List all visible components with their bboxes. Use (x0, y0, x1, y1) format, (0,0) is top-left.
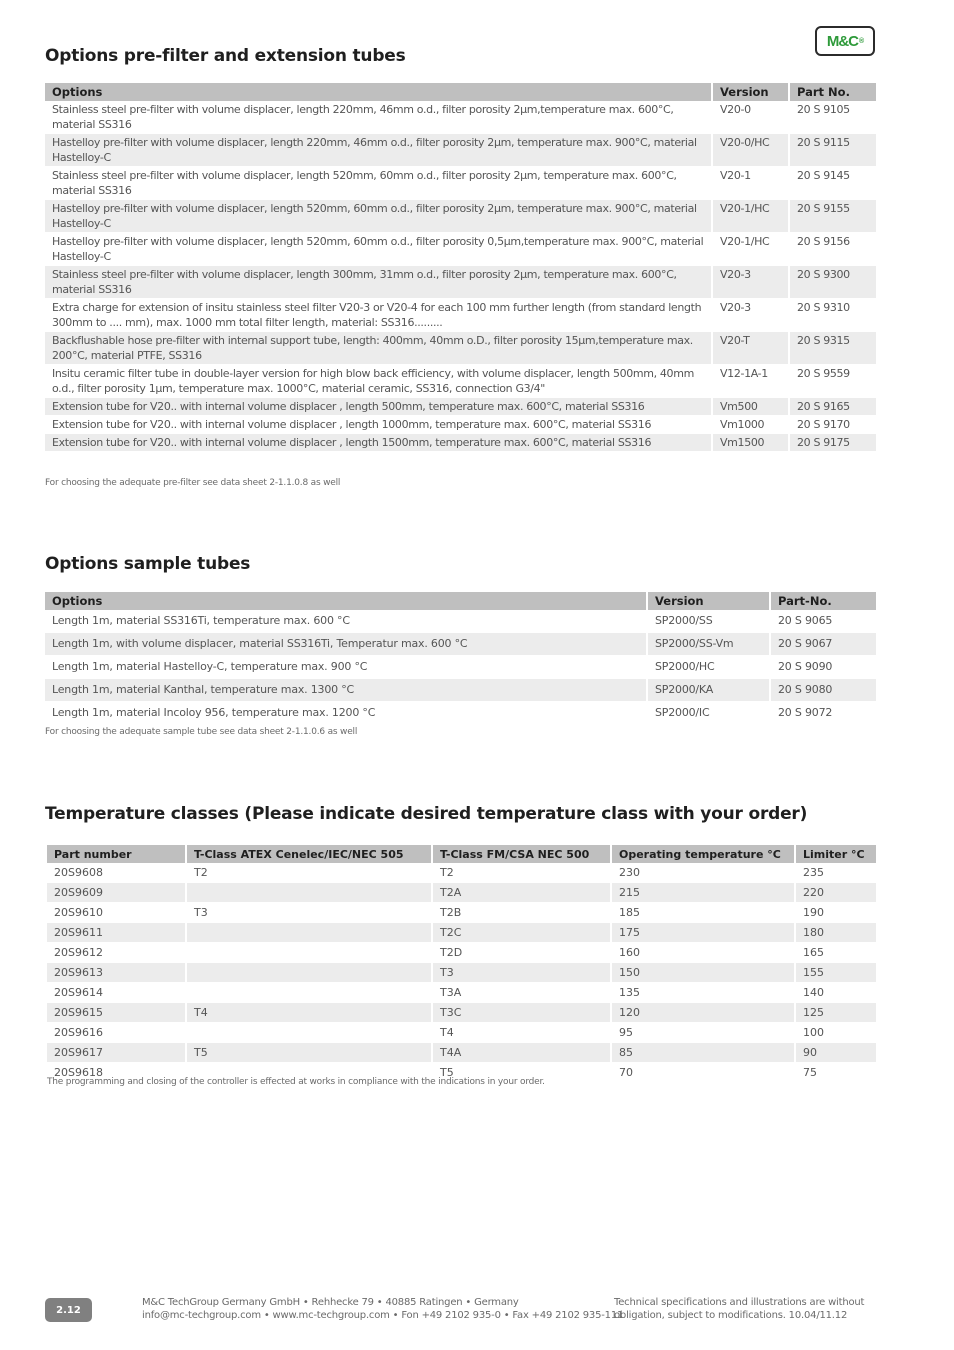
table-cell: 20S9615 (47, 1003, 186, 1023)
column-header: T-Class FM/CSA NEC 500 (432, 845, 611, 863)
table-cell: 20 S 9156 (789, 233, 876, 266)
table-cell: 220 (795, 883, 876, 903)
table-cell: 20 S 9065 (770, 610, 876, 633)
table-row (45, 101, 876, 134)
table-cell: T5 (432, 1063, 611, 1083)
table-cell: 180 (795, 923, 876, 943)
table-cell: 185 (611, 903, 795, 923)
table-cell: 70 (611, 1063, 795, 1083)
table-cell: T3 (186, 903, 432, 923)
column-header: Options (45, 83, 712, 101)
table-cell: T2C (432, 923, 611, 943)
table-cell: 90 (795, 1043, 876, 1063)
table-row (45, 365, 876, 398)
table-row (45, 266, 876, 299)
table-cell: 150 (611, 963, 795, 983)
table-cell: T4A (432, 1043, 611, 1063)
section-title-prefilter: Options pre-filter and extension tubes (45, 46, 406, 66)
table-cell: 20 S 9067 (770, 633, 876, 656)
column-header: Version (647, 592, 770, 610)
table-header-row (45, 83, 876, 101)
table-cell: 20S9609 (47, 883, 186, 903)
table-cell: 230 (611, 863, 795, 883)
table-cell: T2B (432, 903, 611, 923)
column-header: Operating temperature °C (611, 845, 795, 863)
table-cell: 100 (795, 1023, 876, 1043)
table-row (47, 1003, 876, 1023)
table-cell: 85 (611, 1043, 795, 1063)
table-cell: V20-0 (712, 101, 789, 134)
table-cell: 20 S 9170 (789, 416, 876, 434)
table-row (45, 656, 876, 679)
table-row (45, 416, 876, 434)
mc-logo (815, 26, 875, 56)
table-cell: T2A (432, 883, 611, 903)
table-header-row (47, 845, 876, 863)
table-cell (186, 1023, 432, 1043)
temperature-classes-note: The programming and closing of the controller is effected at works in compliance with the indications in your order. (47, 1077, 545, 1087)
table-row (47, 1023, 876, 1043)
table-cell: 20 S 9115 (789, 134, 876, 167)
temperature-classes-table (47, 845, 876, 1083)
table-row (45, 299, 876, 332)
table-row (47, 903, 876, 923)
table-row (47, 963, 876, 983)
footer-company-info (142, 1296, 623, 1322)
table-cell: 140 (795, 983, 876, 1003)
table-cell: V12-1A-1 (712, 365, 789, 398)
table-cell: T5 (186, 1043, 432, 1063)
table-cell: T2 (186, 863, 432, 883)
table-cell: SP2000/SS-Vm (647, 633, 770, 656)
table-cell: 20 S 9090 (770, 656, 876, 679)
table-row (47, 1043, 876, 1063)
table-cell: 165 (795, 943, 876, 963)
table-cell: 95 (611, 1023, 795, 1043)
table-cell: 20 S 9155 (789, 200, 876, 233)
table-row (45, 332, 876, 365)
column-header: Part-No. (770, 592, 876, 610)
table-row (47, 883, 876, 903)
table-cell: V20-3 (712, 299, 789, 332)
table-cell: 20 S 9315 (789, 332, 876, 365)
table-cell: 20 S 9105 (789, 101, 876, 134)
footer-disclaimer (614, 1296, 864, 1322)
table-cell: T3 (432, 963, 611, 983)
table-cell (186, 923, 432, 943)
table-cell: 20S9613 (47, 963, 186, 983)
table-cell: 175 (611, 923, 795, 943)
table-cell: 20S9608 (47, 863, 186, 883)
table-cell: T3A (432, 983, 611, 1003)
column-header: Part No. (789, 83, 876, 101)
table-cell: 160 (611, 943, 795, 963)
table-cell: 20S9618 (47, 1063, 186, 1083)
sample-tubes-table (45, 592, 876, 725)
table-cell: 20 S 9559 (789, 365, 876, 398)
table-cell: 75 (795, 1063, 876, 1083)
table-cell: 20S9612 (47, 943, 186, 963)
table-cell: 20 S 9300 (789, 266, 876, 299)
table-row (45, 679, 876, 702)
table-cell: 20S9616 (47, 1023, 186, 1043)
footer-contact: info@mc-techgroup.com • www.mc-techgroup.com • Fon +49 2102 935-0 • Fax +49 2102 935-111 (142, 1310, 624, 1321)
footer-address: M&C TechGroup Germany GmbH • Rehhecke 79 • 40885 Ratingen • Germany (142, 1297, 519, 1308)
table-cell: 155 (795, 963, 876, 983)
column-header: Part number (47, 845, 186, 863)
table-cell: Stainless steel pre-filter with volume displacer, length 520mm, 60mm o.d., filter porosity 2µm, temperature max. 600°C, material SS316 (45, 167, 712, 200)
page-number-badge: 2.12 (45, 1298, 92, 1322)
table-cell: V20-1/HC (712, 200, 789, 233)
table-cell: 20 S 9080 (770, 679, 876, 702)
table-cell: Vm1500 (712, 434, 789, 452)
table-cell: Extension tube for V20.. with internal volume displacer , length 500mm, temperature max. 600°C, material SS316 (45, 398, 712, 416)
section-title-temperature-classes: Temperature classes (Please indicate desired temperature class with your order) (45, 804, 808, 824)
logo-registered-mark: ® (859, 37, 864, 45)
table-cell: Extension tube for V20.. with internal volume displacer , length 1500mm, temperature max. 600°C, material SS316 (45, 434, 712, 452)
table-cell: 125 (795, 1003, 876, 1023)
table-cell (186, 983, 432, 1003)
table-row (45, 167, 876, 200)
table-cell: Length 1m, material SS316Ti, temperature max. 600 °C (45, 610, 647, 633)
table-cell: Extra charge for extension of insitu stainless steel filter V20-3 or V20-4 for each 100 mm further length (from standard length 300mm to .... mm), max. 1000 mm total filter length, material: SS316......... (45, 299, 712, 332)
table-cell (186, 943, 432, 963)
table-cell: V20-0/HC (712, 134, 789, 167)
table-cell: SP2000/SS (647, 610, 770, 633)
table-cell: Extension tube for V20.. with internal volume displacer , length 1000mm, temperature max. 600°C, material SS316 (45, 416, 712, 434)
table-row (45, 610, 876, 633)
table-cell: T2D (432, 943, 611, 963)
table-cell: 20 S 9165 (789, 398, 876, 416)
table-cell: Hastelloy pre-filter with volume displacer, length 220mm, 46mm o.d., filter porosity 2µm, temperature max. 900°C, material Hastelloy-C (45, 134, 712, 167)
table-cell: Backflushable hose pre-filter with internal support tube, length: 400mm, 40mm o.D., filter porosity 15µm,temperature max. 200°C, material PTFE, SS316 (45, 332, 712, 365)
table-cell: SP2000/HC (647, 656, 770, 679)
footer-disclaimer-line: obligation, subject to modifications. 10.04/11.12 (614, 1310, 848, 1321)
table-cell: 20S9617 (47, 1043, 186, 1063)
footer-disclaimer-line: Technical specifications and illustrations are without (614, 1297, 865, 1308)
table-cell: 20 S 9310 (789, 299, 876, 332)
table-cell (186, 963, 432, 983)
table-row (45, 398, 876, 416)
table-row (45, 702, 876, 725)
table-cell: 235 (795, 863, 876, 883)
table-cell: V20-1 (712, 167, 789, 200)
column-header: Limiter °C (795, 845, 876, 863)
table-cell: Length 1m, material Incoloy 956, temperature max. 1200 °C (45, 702, 647, 725)
table-cell: T4 (432, 1023, 611, 1043)
table-row (47, 863, 876, 883)
prefilter-options-table (45, 83, 876, 452)
table-cell: 20S9610 (47, 903, 186, 923)
table-cell: SP2000/KA (647, 679, 770, 702)
prefilter-note: For choosing the adequate pre-filter see data sheet 2-1.1.0.8 as well (45, 478, 341, 488)
table-row (45, 134, 876, 167)
table-cell: 215 (611, 883, 795, 903)
table-cell: V20-1/HC (712, 233, 789, 266)
table-cell: 20 S 9145 (789, 167, 876, 200)
table-cell (186, 883, 432, 903)
table-row (45, 633, 876, 656)
table-cell: Length 1m, with volume displacer, material SS316Ti, Temperatur max. 600 °C (45, 633, 647, 656)
table-cell: 120 (611, 1003, 795, 1023)
table-cell: Stainless steel pre-filter with volume displacer, length 220mm, 46mm o.d., filter porosity 2µm,temperature max. 600°C, material SS316 (45, 101, 712, 134)
table-cell: T4 (186, 1003, 432, 1023)
column-header: T-Class ATEX Cenelec/IEC/NEC 505 (186, 845, 432, 863)
table-row (45, 434, 876, 452)
table-cell: V20-T (712, 332, 789, 365)
table-cell: Vm500 (712, 398, 789, 416)
table-row (45, 200, 876, 233)
table-cell: V20-3 (712, 266, 789, 299)
table-cell: 20S9614 (47, 983, 186, 1003)
table-cell: Length 1m, material Hastelloy-C, temperature max. 900 °C (45, 656, 647, 679)
table-row (47, 983, 876, 1003)
table-cell: 135 (611, 983, 795, 1003)
table-cell: 20 S 9175 (789, 434, 876, 452)
table-cell: 20 S 9072 (770, 702, 876, 725)
table-cell: Length 1m, material Kanthal, temperature max. 1300 °C (45, 679, 647, 702)
table-cell: SP2000/IC (647, 702, 770, 725)
section-title-sample-tubes: Options sample tubes (45, 554, 251, 574)
table-cell: Stainless steel pre-filter with volume displacer, length 300mm, 31mm o.d., filter porosity 2µm, temperature max. 600°C, material SS316 (45, 266, 712, 299)
table-cell: Insitu ceramic filter tube in double-layer version for high blow back efficiency, with volume displacer, length 500mm, 40mm o.d., filter porosity 1µm, temperature max. 1000°C, material ceramic, SS316, connection G3/4" (45, 365, 712, 398)
table-cell: Hastelloy pre-filter with volume displacer, length 520mm, 60mm o.d., filter porosity 2µm, temperature max. 900°C, material Hastelloy-C (45, 200, 712, 233)
table-cell: 20S9611 (47, 923, 186, 943)
column-header: Options (45, 592, 647, 610)
column-header: Version (712, 83, 789, 101)
table-row (47, 923, 876, 943)
table-cell: T2 (432, 863, 611, 883)
table-cell: Vm1000 (712, 416, 789, 434)
table-cell: Hastelloy pre-filter with volume displacer, length 520mm, 60mm o.d., filter porosity 0,5µm,temperature max. 900°C, material Hastelloy-C (45, 233, 712, 266)
table-cell: T3C (432, 1003, 611, 1023)
table-row (47, 943, 876, 963)
table-cell: 190 (795, 903, 876, 923)
sample-tubes-note: For choosing the adequate sample tube see data sheet 2-1.1.0.6 as well (45, 727, 358, 737)
table-row (45, 233, 876, 266)
table-header-row (45, 592, 876, 610)
logo-text: M&C (826, 32, 858, 50)
